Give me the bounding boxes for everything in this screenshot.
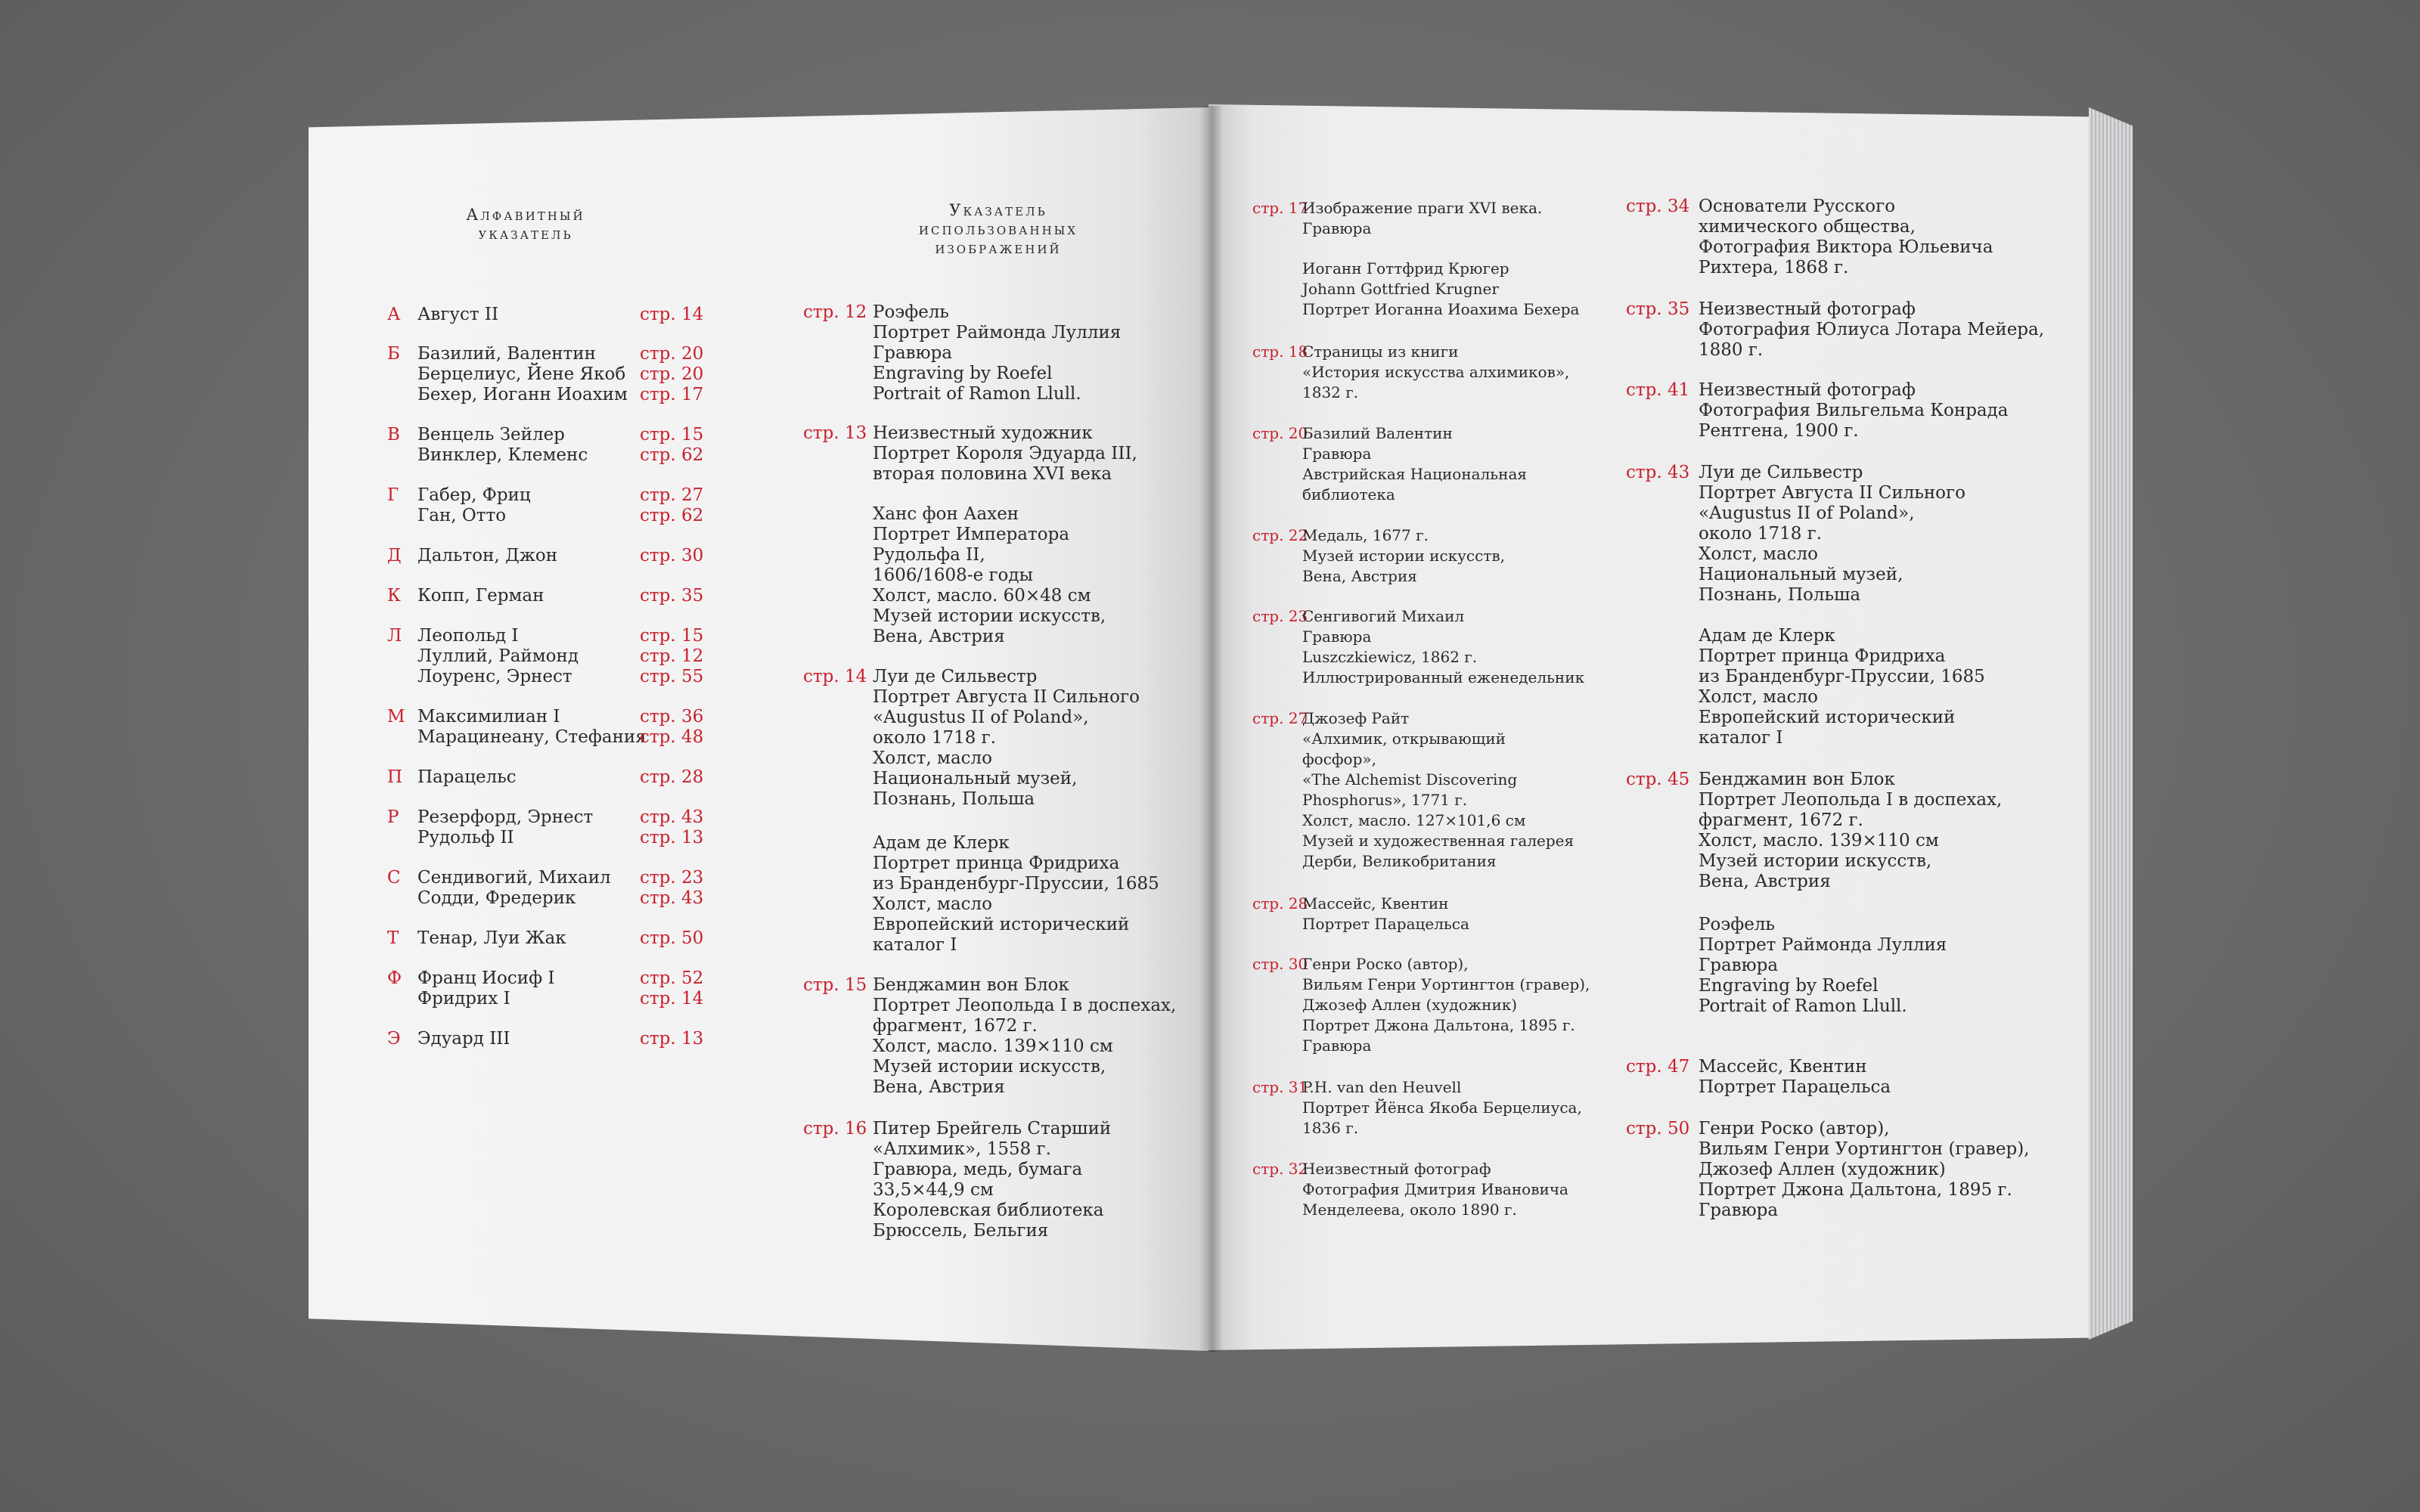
image-entry-line: Вильям Генри Уортингтон (гравер), (1302, 975, 1590, 993)
index-name: Бехер, Иоганн Иоахим (417, 385, 628, 404)
image-entry-line: Брюссель, Бельгия (873, 1221, 1049, 1241)
image-entry-line: Массейс, Квентин (1699, 1057, 1867, 1077)
index-letter: Э (387, 1029, 401, 1049)
image-entry-line: Европейский исторический (1699, 708, 1956, 727)
index-page-ref: стр. 27 (640, 485, 704, 505)
image-entry (1699, 1119, 2029, 1221)
index-letter: М (387, 707, 405, 727)
image-entry-line: Фотография Дмитрия Ивановича (1302, 1180, 1568, 1198)
image-entry (1302, 954, 1590, 1056)
image-entry (1302, 198, 1542, 239)
image-entry-line: Портрет Иоганна Иоахима Бехера (1302, 300, 1580, 318)
index-letter: П (387, 767, 403, 787)
index-page-ref: стр. 13 (640, 1029, 704, 1049)
image-entry-line: Генри Роско (автор), (1699, 1119, 1890, 1139)
image-entry-page-ref: стр. 20 (1252, 424, 1308, 442)
index-letter: В (387, 425, 400, 445)
image-entry-line: Музей истории искусств, (873, 606, 1106, 626)
image-entry (1302, 259, 1579, 320)
image-entry-line: Портрет Императора (873, 525, 1070, 544)
image-entry-line: Холст, масло (1699, 544, 1819, 564)
image-entry-line: Портрет Леопольда I в доспехах, (1699, 790, 2003, 810)
book-spine-shadow (1199, 106, 1223, 1352)
image-entry-line: Портрет Джона Дальтона, 1895 г. (1699, 1180, 2012, 1200)
image-entry-line: Портрет Парацельса (1302, 915, 1469, 933)
index-name: Венцель Зейлер (417, 425, 565, 445)
image-entry-page-ref: стр. 30 (1252, 955, 1308, 973)
image-entry (1302, 342, 1569, 403)
image-entry-line: Рудольфа II, (873, 545, 985, 565)
image-entry-line: библиотека (1302, 485, 1395, 503)
heading-line: использованных (918, 220, 1078, 238)
image-entry-page-ref: стр. 43 (1626, 463, 1690, 482)
index-name: Эдуард III (417, 1029, 510, 1049)
image-entry-line: 1832 г. (1302, 383, 1359, 401)
image-entry (1302, 708, 1574, 872)
image-entry-line: Холст, масло. 60×48 см (873, 586, 1091, 606)
image-entry-line: Адам де Клерк (1699, 626, 1835, 646)
image-entry-line: «Augustus II of Poland», (1699, 503, 1915, 523)
heading-line: указатель (478, 225, 573, 243)
image-entry (1302, 423, 1527, 505)
index-page-ref: стр. 48 (640, 727, 704, 747)
image-entry-page-ref: стр. 13 (803, 423, 867, 443)
image-entry-line: Питер Брейгель Старший (873, 1119, 1112, 1139)
index-letter: Л (387, 626, 402, 646)
image-entry-line: Бенджамин вон Блок (873, 975, 1069, 995)
image-entry-line: Гравюра (1302, 219, 1372, 237)
image-entry-line: Холст, масло. 127×101,6 см (1302, 811, 1526, 829)
image-entry-line: Портрет принца Фридриха (873, 854, 1120, 873)
index-name: Луллий, Раймонд (417, 646, 579, 666)
index-page-ref: стр. 17 (640, 385, 704, 404)
index-name: Август II (417, 305, 499, 324)
image-entry-line: фрагмент, 1672 г. (1699, 810, 1863, 830)
index-letter: Д (387, 546, 402, 565)
index-page-ref: стр. 23 (640, 868, 704, 888)
image-entry-line: 33,5×44,9 см (873, 1180, 994, 1200)
index-name: Винклер, Клеменс (417, 445, 588, 465)
index-name: Максимилиан I (417, 707, 560, 727)
image-entry-page-ref: стр. 47 (1626, 1057, 1690, 1077)
image-entry (873, 975, 1176, 1098)
image-entry-line: Познань, Польша (873, 789, 1035, 809)
image-entry-line: Неизвестный фотограф (1302, 1160, 1491, 1178)
index-name: Берцелиус, Йене Якоб (417, 364, 626, 384)
image-entry (873, 833, 1159, 956)
index-page-ref: стр. 14 (640, 989, 704, 1009)
image-entry-page-ref: стр. 12 (803, 302, 867, 322)
image-entry-line: каталог I (873, 935, 957, 955)
image-entry-page-ref: стр. 23 (1252, 607, 1308, 625)
image-entry-page-ref: стр. 27 (1252, 709, 1308, 727)
image-entry-line: Роэфель (873, 302, 949, 322)
image-entry-line: Вена, Австрия (1699, 872, 1831, 891)
image-entry-line: Базилий Валентин (1302, 424, 1453, 442)
index-letter: Б (387, 344, 400, 364)
index-name: Фридрих I (417, 989, 510, 1009)
index-name: Леопольд I (417, 626, 519, 646)
image-entry-line: Phosphorus», 1771 г. (1302, 791, 1468, 809)
index-name: Содди, Фредерик (417, 888, 576, 908)
image-entry (1699, 626, 1985, 748)
image-entry-line: Вена, Австрия (1302, 567, 1417, 585)
image-entry (1699, 915, 1947, 1017)
image-entry-page-ref: стр. 18 (1252, 342, 1308, 361)
image-entry-line: вторая половина XVI века (873, 464, 1112, 484)
image-entry-line: Страницы из книги (1302, 342, 1459, 361)
image-entry-line: Холст, масло. 139×110 см (873, 1036, 1113, 1056)
image-entry-line: Национальный музей, (1699, 565, 1903, 584)
image-entry-line: Адам де Клерк (873, 833, 1010, 853)
image-entry-line: Музей истории искусств, (1699, 851, 1932, 871)
image-entry-line: Музей истории искусств, (873, 1057, 1106, 1077)
image-entry-line: 1606/1608-е годы (873, 565, 1033, 585)
index-name: Марацинеану, Стефания (417, 727, 647, 747)
image-entry-line: Бенджамин вон Блок (1699, 770, 1895, 789)
image-entry-page-ref: стр. 16 (803, 1119, 867, 1139)
index-letter: К (387, 586, 401, 606)
image-entry-line: Неизвестный художник (873, 423, 1093, 443)
image-entry-line: Неизвестный фотограф (1699, 380, 1916, 400)
index-name: Габер, Фриц (417, 485, 531, 505)
image-entry (1699, 299, 2044, 361)
image-entry (1699, 197, 1993, 278)
image-entry (1302, 894, 1469, 934)
image-entry-page-ref: стр. 14 (803, 667, 867, 686)
image-entry-line: Engraving by Roefel (1699, 976, 1879, 996)
image-entry-page-ref: стр. 32 (1252, 1160, 1308, 1178)
image-entry-line: химического общества, (1699, 217, 1916, 237)
image-entry-line: 1836 г. (1302, 1119, 1359, 1137)
image-entry-line: Европейский исторический (873, 915, 1130, 934)
image-entry-line: Медаль, 1677 г. (1302, 526, 1429, 544)
index-letter: Т (387, 928, 399, 948)
index-page-ref: стр. 30 (640, 546, 704, 565)
image-entry-line: Гравюра, медь, бумага (873, 1160, 1083, 1179)
image-entry-line: около 1718 г. (1699, 524, 1823, 544)
image-entry-line: Королевская библиотека (873, 1201, 1104, 1220)
image-entry-line: Портрет Августа II Сильного (1699, 483, 1965, 503)
image-entry-line: Портрет Августа II Сильного (873, 687, 1140, 707)
image-entry (1699, 770, 2002, 892)
image-entry-line: Гравюра (1302, 1036, 1372, 1055)
image-entry (873, 423, 1137, 485)
image-entry-line: каталог I (1699, 728, 1783, 748)
image-entry-line: Национальный музей, (873, 769, 1078, 789)
index-page-ref: стр. 20 (640, 344, 704, 364)
image-entry-line: из Бранденбург-Пруссии, 1685 (873, 874, 1159, 894)
image-entry (873, 1119, 1111, 1241)
image-entry-line: Портрет Йёнса Якоба Берцелиуса, (1302, 1098, 1582, 1117)
image-entry (1302, 525, 1505, 587)
image-entry-line: Джозеф Райт (1302, 709, 1410, 727)
image-entry-line: Луи де Сильвестр (1699, 463, 1863, 482)
image-entry-line: Холст, масло (873, 894, 993, 914)
index-name: Базилий, Валентин (417, 344, 596, 364)
image-entry-page-ref: стр. 35 (1626, 299, 1690, 319)
image-entry-line: Портрет Джона Дальтона, 1895 г. (1302, 1016, 1575, 1034)
image-entry-line: Вильям Генри Уортингтон (гравер), (1699, 1139, 2030, 1159)
image-entry-line: «Алхимик, открывающий (1302, 730, 1506, 748)
index-page-ref: стр. 13 (640, 828, 704, 847)
image-entry-line: Вена, Австрия (873, 627, 1005, 646)
image-entry-page-ref: стр. 34 (1626, 197, 1690, 216)
index-page-ref: стр. 35 (640, 586, 704, 606)
image-entry (1302, 1159, 1568, 1220)
index-letter: Ф (387, 968, 402, 988)
image-entry-line: Иоганн Готтфрид Крюгер (1302, 259, 1509, 277)
index-page-ref: стр. 15 (640, 425, 704, 445)
image-entry-line: Холст, масло (1699, 687, 1819, 707)
image-entry-line: Портрет принца Фридриха (1699, 646, 1946, 666)
index-page-ref: стр. 15 (640, 626, 704, 646)
image-entry-line: Фотография Юлиуса Лотара Мейера, (1699, 320, 2045, 339)
image-entry-line: Гравюра (1302, 627, 1372, 646)
image-entry-line: Luszczkiewicz, 1862 г. (1302, 648, 1478, 666)
index-page-ref: стр. 28 (640, 767, 704, 787)
image-entry-line: Роэфель (1699, 915, 1775, 934)
image-entry-line: Неизвестный фотограф (1699, 299, 1916, 319)
image-entry-line: «История искусства алхимиков», (1302, 363, 1570, 381)
image-entry-line: Музей истории искусств, (1302, 547, 1506, 565)
image-entry-line: Гравюра (873, 343, 953, 363)
image-entry-line: из Бранденбург-Пруссии, 1685 (1699, 667, 1985, 686)
image-entry-line: фосфор», (1302, 750, 1376, 768)
index-name: Лоуренс, Эрнест (417, 667, 572, 686)
index-letter: С (387, 868, 401, 888)
image-entry-page-ref: стр. 17 (1252, 199, 1308, 217)
image-entry-line: Гравюра (1302, 445, 1372, 463)
image-entry-line: Изображение праги XVI века. (1302, 199, 1543, 217)
image-entry (873, 504, 1106, 647)
index-page-ref: стр. 52 (640, 968, 704, 988)
image-entry-line: Познань, Польша (1699, 585, 1861, 605)
image-entry-page-ref: стр. 28 (1252, 894, 1308, 912)
image-entry (1699, 380, 2009, 442)
index-page-ref: стр. 55 (640, 667, 704, 686)
index-page-ref: стр. 62 (640, 445, 704, 465)
image-entry (873, 302, 1121, 404)
image-entry-line: фрагмент, 1672 г. (873, 1016, 1038, 1036)
image-entry-line: Портрет Короля Эдуарда III, (873, 444, 1137, 463)
image-entry-page-ref: стр. 50 (1626, 1119, 1690, 1139)
image-entry-line: Дерби, Великобритания (1302, 852, 1497, 870)
image-entry-line: 1880 г. (1699, 340, 1764, 360)
image-entry-line: «Augustus II of Poland», (873, 708, 1089, 727)
image-entry-line: Портрет Парацельса (1699, 1077, 1891, 1097)
index-name: Ган, Отто (417, 506, 507, 525)
image-entry-line: Вена, Австрия (873, 1077, 1005, 1097)
image-entry-page-ref: стр. 22 (1252, 526, 1308, 544)
image-entry (873, 667, 1140, 810)
image-entry-line: Сенгивогий Михаил (1302, 607, 1465, 625)
index-page-ref: стр. 14 (640, 305, 704, 324)
index-name: Копп, Герман (417, 586, 544, 606)
image-entry-line: Портрет Леопольда I в доспехах, (873, 996, 1177, 1015)
image-entry-line: Менделеева, около 1890 г. (1302, 1201, 1517, 1219)
index-page-ref: стр. 43 (640, 807, 704, 827)
index-letter: А (387, 305, 401, 324)
index-name: Рудольф II (417, 828, 514, 847)
image-entry-line: Джозеф Аллен (художник) (1302, 996, 1518, 1014)
heading-line: Алфавитный (466, 206, 585, 224)
index-letter: Г (387, 485, 399, 505)
image-entry-line: Portrait of Ramon Llull. (1699, 996, 1907, 1016)
heading-images-index (885, 201, 1112, 258)
image-entry-line: Фотография Вильгельма Конрада (1699, 401, 2009, 420)
image-entry-line: Австрийская Национальная (1302, 465, 1528, 483)
image-entry-page-ref: стр. 45 (1626, 770, 1690, 789)
image-entry-line: Ханс фон Аахен (873, 504, 1019, 524)
image-entry-line: Portrait of Ramon Llull. (873, 384, 1081, 404)
image-entry-line: P.H. van den Heuvell (1302, 1078, 1462, 1096)
heading-line: изображений (935, 239, 1062, 257)
image-entry-page-ref: стр. 31 (1252, 1078, 1308, 1096)
image-entry-line: Джозеф Аллен (художник) (1699, 1160, 1946, 1179)
image-entry-line: Рихтера, 1868 г. (1699, 258, 1849, 277)
image-entry-line: Основатели Русского (1699, 197, 1896, 216)
image-entry-line: Фотография Виктора Юльевича (1699, 237, 1993, 257)
image-entry (1302, 1077, 1582, 1139)
image-entry (1699, 463, 1965, 606)
index-page-ref: стр. 20 (640, 364, 704, 384)
index-page-ref: стр. 62 (640, 506, 704, 525)
image-entry (1302, 606, 1584, 688)
image-entry-line: Иллюстрированный еженедельник (1302, 668, 1585, 686)
index-page-ref: стр. 50 (640, 928, 704, 948)
index-name: Сендивогий, Михаил (417, 868, 611, 888)
heading-line: Указатель (949, 201, 1047, 219)
index-name: Дальтон, Джон (417, 546, 558, 565)
index-name: Парацельс (417, 767, 517, 787)
image-entry-page-ref: стр. 15 (803, 975, 867, 995)
image-entry-line: Рентгена, 1900 г. (1699, 421, 1859, 441)
image-entry-line: Массейс, Квентин (1302, 894, 1449, 912)
image-entry-line: около 1718 г. (873, 728, 997, 748)
image-entry-line: Генри Роско (автор), (1302, 955, 1469, 973)
image-entry-page-ref: стр. 41 (1626, 380, 1690, 400)
image-entry-line: Луи де Сильвестр (873, 667, 1038, 686)
image-entry-line: Холст, масло. 139×110 см (1699, 831, 1939, 850)
heading-alphabetical-index (424, 206, 628, 243)
index-name: Резерфорд, Эрнест (417, 807, 594, 827)
image-entry-line: Гравюра (1699, 956, 1779, 975)
image-entry (1699, 1057, 1891, 1098)
image-entry-line: Портрет Раймонда Луллия (873, 323, 1122, 342)
image-entry-line: Музей и художественная галерея (1302, 832, 1575, 850)
image-entry-line: «The Alchemist Discovering (1302, 770, 1518, 789)
page-edges (2089, 107, 2133, 1340)
image-entry-line: Холст, масло (873, 748, 993, 768)
image-entry-line: Портрет Раймонда Луллия (1699, 935, 1947, 955)
index-name: Франц Иосиф I (417, 968, 555, 988)
index-page-ref: стр. 12 (640, 646, 704, 666)
image-entry-line: «Алхимик», 1558 г. (873, 1139, 1051, 1159)
index-page-ref: стр. 36 (640, 707, 704, 727)
index-name: Тенар, Луи Жак (417, 928, 566, 948)
image-entry-line: Engraving by Roefel (873, 364, 1053, 383)
index-page-ref: стр. 43 (640, 888, 704, 908)
index-letter: Р (387, 807, 399, 827)
image-entry-line: Гравюра (1699, 1201, 1779, 1220)
image-entry-line: Johann Gottfried Krugner (1302, 280, 1499, 298)
